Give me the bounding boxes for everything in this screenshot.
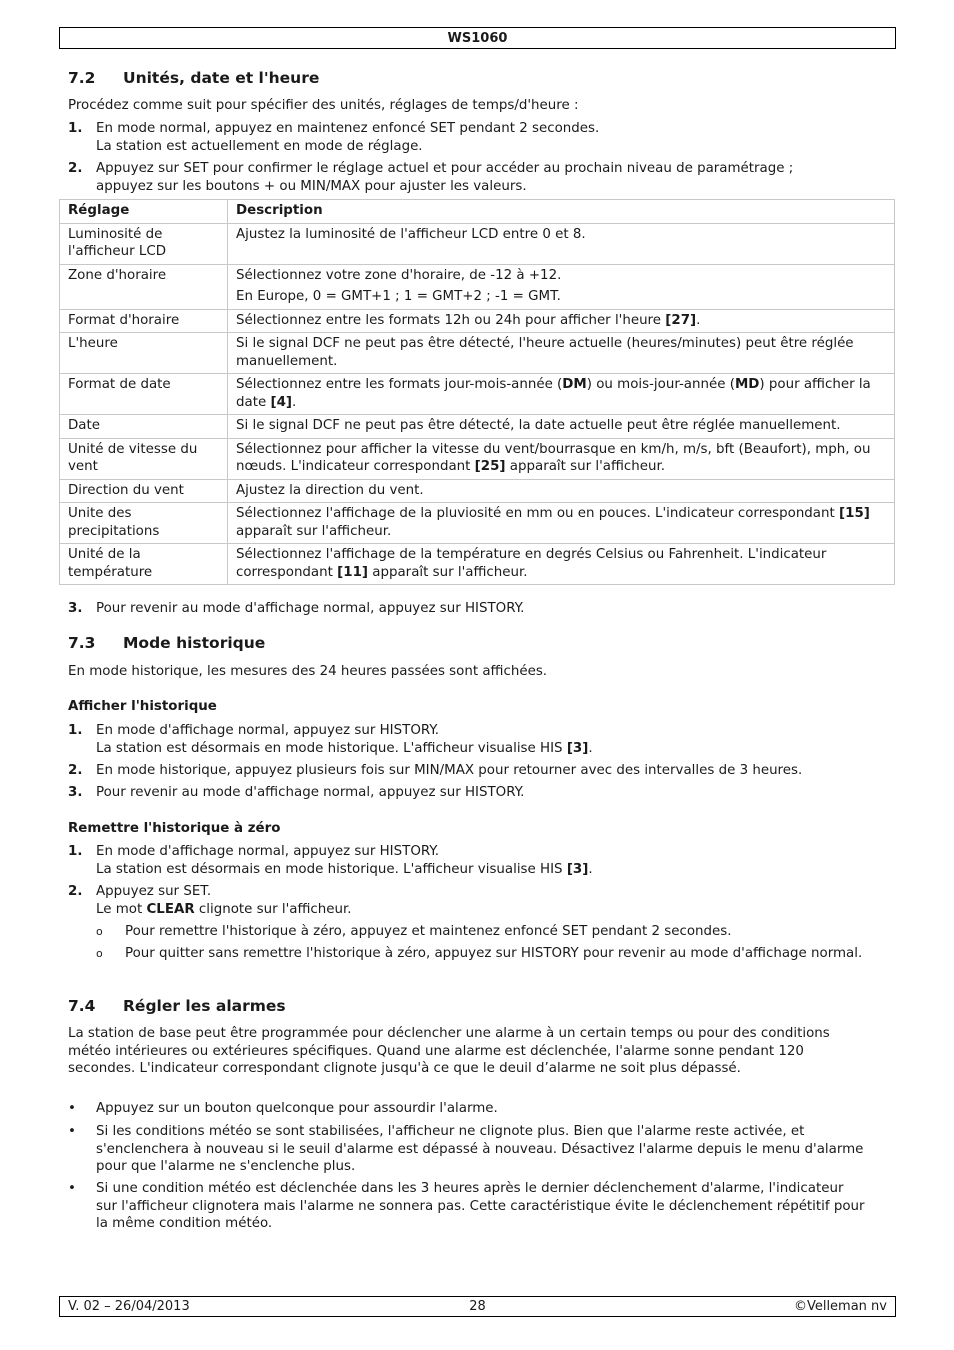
setting-cell: Date [60,415,228,439]
keyword-clear: CLEAR [146,901,195,917]
setting-cell: Format d'horaire [60,309,228,333]
circle-bullet-icon: o [96,925,103,938]
reference-number: [11] [337,564,369,580]
setting-cell: Unité de la température [60,544,228,585]
copyright: ©Velleman nv [793,1299,887,1314]
table-row [60,374,895,415]
list-text: appuyez sur les boutons + ou MIN/MAX pour ajuster les valeurs. [96,178,527,194]
setting-cell: Luminosité de l'afficheur LCD [60,223,228,264]
list-text-part: . [588,861,593,877]
reference-number: [4] [270,394,293,410]
format-code: DM [562,377,587,392]
list-text: En mode historique, appuyez plusieurs fois sur MIN/MAX pour retourner avec des intervalles de 3 heures. [96,763,803,778]
table-row [60,223,895,264]
bullet-icon: • [68,1181,76,1196]
list-text: Si les conditions météo se sont stabilisées, l'afficheur ne clignote plus. Bien que l'alarme reste activée, et s'enclenchera à nouveau si le seuil d'alarme est dépassé à nouveau. Désactivez l'alarme depuis le menu d'alarme pour que l'alarme ne s'enclenche plus. [96,1124,864,1174]
list-item [68,784,868,802]
reference-number: [15] [839,506,870,521]
description-cell [228,264,895,309]
bullet-icon: • [68,1101,76,1116]
list-text: En mode d'affichage normal, appuyez sur HISTORY. [96,844,440,859]
list-item [68,722,868,757]
section-number: 7.2 [68,69,96,87]
list-number: 2. [68,161,83,176]
list-number: 1. [68,121,83,136]
section-title: Mode historique [123,634,266,652]
table-row [60,333,895,374]
table-row [60,309,895,333]
column-header: Réglage [60,200,228,224]
section-intro: Procédez comme suit pour spécifier des unités, réglages de temps/d'heure : [68,98,579,113]
table-header-row [60,200,895,224]
list-item [68,883,868,918]
list-item [68,160,868,195]
bullet-item [68,1100,868,1118]
document-title: WS1060 [447,31,508,46]
list-item [68,843,868,878]
description-text: En Europe, 0 = GMT+1 ; 1 = GMT+2 ; -1 = GMT. [236,289,561,304]
description-text: ) ou mois-jour-année ( [586,377,735,392]
column-header: Description [228,200,895,224]
list-text-part: . [588,740,593,756]
page-footer [59,1296,896,1317]
description-cell: Si le signal DCF ne peut pas être détecté, l'heure actuelle (heures/minutes) peut être réglée manuellement. [228,333,895,374]
list-number: 2. [68,763,83,778]
section-heading-7-2 [68,69,319,87]
list-text [96,861,868,879]
sub-list-item [96,923,876,941]
description-text: Sélectionnez pour afficher la vitesse du vent/bourrasque en km/h, m/s, bft (Beaufort), mph, ou nœuds. L'indicateur correspondant [236,441,871,474]
description-cell: Ajustez la direction du vent. [228,479,895,503]
list-number: 3. [68,785,83,800]
description-text: Sélectionnez entre les formats jour-mois-année ( [236,377,563,392]
list-number: 1. [68,844,83,859]
description-text: Sélectionnez votre zone d'horaire, de -12 à +12. [236,267,562,283]
table-row [60,438,895,479]
setting-cell: L'heure [60,333,228,374]
setting-cell: Unité de vitesse du vent [60,438,228,479]
sub-list-item [96,945,876,963]
setting-cell: Zone d'horaire [60,264,228,309]
list-number: 1. [68,723,83,738]
list-number: 3. [68,601,83,616]
section-heading-7-4 [68,997,286,1015]
list-text: Appuyez sur un bouton quelconque pour assourdir l'alarme. [96,1101,498,1116]
setting-cell: Format de date [60,374,228,415]
format-code: MD [734,377,760,392]
list-text-part: Le mot [96,901,147,917]
description-text: apparaît sur l'afficheur. [505,459,666,474]
list-text: La station est actuellement en mode de réglage. [96,138,423,154]
description-cell [228,544,895,585]
list-text-part: clignote sur l'afficheur. [194,901,352,917]
bullet-item [68,1123,868,1176]
description-text: Sélectionnez l'affichage de la pluviosité en mm ou en pouces. L'indicateur correspondant [236,506,840,521]
list-text-part: La station est désormais en mode historique. L'afficheur visualise HIS [96,740,567,756]
reference-number: [3] [566,861,589,877]
section-intro: En mode historique, les mesures des 24 heures passées sont affichées. [68,664,548,679]
table-row [60,544,895,585]
section-number: 7.3 [68,634,96,652]
table-row [60,415,895,439]
table-row [60,503,895,544]
description-text: . [292,394,297,410]
circle-bullet-icon: o [96,947,103,960]
list-text: Pour revenir au mode d'affichage normal, appuyez sur HISTORY. [96,601,525,616]
list-item [68,762,868,780]
description-cell: Ajustez la luminosité de l'afficheur LCD entre 0 et 8. [228,223,895,264]
reference-number: [27] [665,312,697,328]
section-heading-7-3 [68,634,265,652]
description-text: apparaît sur l'afficheur. [368,564,528,580]
description-cell [228,503,895,544]
version-date: V. 02 – 26/04/2013 [68,1299,190,1314]
description-text: Sélectionnez l'affichage de la température en degrés Celsius ou Fahrenheit. L'indicateur correspondant [236,547,827,580]
description-cell [228,374,895,415]
list-number: 2. [68,884,83,899]
section-intro: La station de base peut être programmée pour déclencher une alarme à un certain temps ou pour des conditions météo intérieures ou extérieures spécifiques. Quand une alarme est déclenchée, l'alarme sonne pendant 120 secondes. L'indicateur correspondant clignote jusqu'à ce que le deuil d’alarme ne soit plus dépassé. [68,1026,830,1076]
setting-cell: Direction du vent [60,479,228,503]
reference-number: [3] [566,740,589,756]
description-cell [228,438,895,479]
list-text: Pour remettre l'historique à zéro, appuyez et maintenez enfoncé SET pendant 2 secondes. [125,924,732,939]
setting-cell: Unite des precipitations [60,503,228,544]
description-cell [228,309,895,333]
list-item [68,120,868,155]
list-text: Pour quitter sans remettre l'historique à zéro, appuyez sur HISTORY pour revenir au mode d'affichage normal. [125,946,863,961]
subheading-reset-history: Remettre l'historique à zéro [68,821,281,836]
list-text-part: La station est désormais en mode historique. L'afficheur visualise HIS [96,861,567,877]
subheading-show-history: Afficher l'historique [68,699,217,714]
list-text [96,740,868,758]
page-header [59,27,896,49]
description-cell: Si le signal DCF ne peut pas être détecté, la date actuelle peut être réglée manuellement. [228,415,895,439]
reference-number: [25] [474,459,506,474]
description-text: apparaît sur l'afficheur. [236,523,392,539]
bullet-item [68,1180,868,1233]
description-text: Sélectionnez entre les formats 12h ou 24h pour afficher l'heure [236,312,666,328]
table-row [60,479,895,503]
list-text: Appuyez sur SET pour confirmer le réglage actuel et pour accéder au prochain niveau de paramétrage ; [96,161,794,176]
bullet-icon: • [68,1124,76,1139]
list-text: En mode normal, appuyez en maintenez enfoncé SET pendant 2 secondes. [96,121,600,136]
list-text: Si une condition météo est déclenchée dans les 3 heures après le dernier déclenchement d'alarme, l'indicateur sur l'afficheur clignotera mais l'alarme ne sonnera pas. Cette caractéristique évite le déclenchement répétitif pour la même condition météo. [96,1181,865,1231]
section-title: Régler les alarmes [123,997,286,1015]
list-text: Pour revenir au mode d'affichage normal, appuyez sur HISTORY. [96,785,525,800]
description-text: ) pour afficher la date [236,377,871,410]
section-title: Unités, date et l'heure [123,69,320,87]
settings-table [59,199,895,585]
list-item [68,600,868,618]
section-number: 7.4 [68,997,96,1015]
list-text: Appuyez sur SET. [96,884,212,899]
table-row [60,264,895,309]
list-text [96,901,868,919]
page-number: 28 [469,1299,486,1314]
description-text: . [696,312,701,328]
list-text: En mode d'affichage normal, appuyez sur HISTORY. [96,723,440,738]
